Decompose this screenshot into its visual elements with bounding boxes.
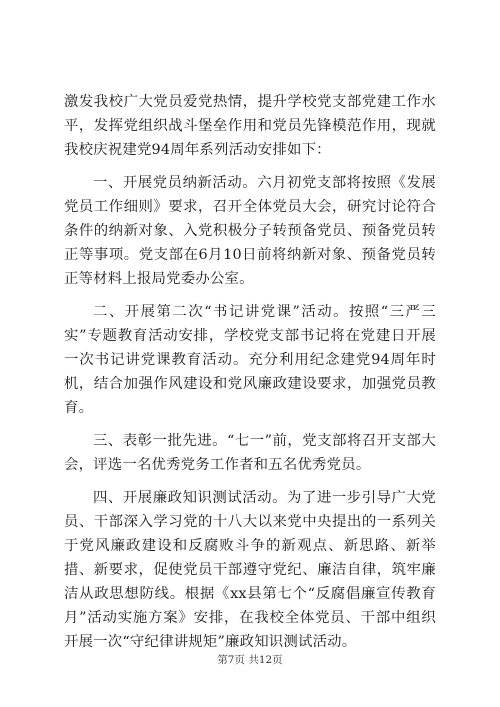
page-number-footer: 第7页 共12页 xyxy=(217,654,283,666)
paragraph-item-4: 四、开展廉政知识测试活动。为了进一步引导广大党员、干部深入学习党的十八大以来党中央提出的一系列关于党风廉政建设和反腐败斗争的新观点、新思路、新举措、新要求，促使党员干部遵守党纪、廉洁自律，筑牢廉洁从政思想防线。根据《xx县第七个“反腐倡廉宣传教育月”活动实施方案》安排，在我校全体党员、干部中组织开展一次“守纪律讲规矩”廉政知识测试活动。 xyxy=(64,490,436,650)
paragraph-item-1: 一、开展党员纳新活动。六月初党支部将按照《发展党员工作细则》要求，召开全体党员大会，研究讨论符合条件的纳新对象、入党积极分子转预备党员、预备党员转正等事项。党支部在6月10日前将纳新对象、预备党员转正等材料上报局党委办公室。 xyxy=(64,175,436,287)
paragraph-item-3: 三、表彰一批先进。“七一”前，党支部将召开支部大会，评选一名优秀党务工作者和五名优秀党员。 xyxy=(64,433,436,473)
document-body xyxy=(64,90,436,654)
paragraph-item-2: 二、开展第二次“书记讲党课”活动。按照“三严三实”专题教育活动安排，学校党支部书记将在党建日开展一次书记讲党课教育活动。充分利用纪念建党94周年时机，结合加强作风建设和党风廉政建设要求，加强党员教育。 xyxy=(64,304,436,416)
paragraph-intro-continuation: 激发我校广大党员爱党热情，提升学校党支部党建工作水平，发挥党组织战斗堡垒作用和党员先锋模范作用，现就我校庆祝建党94周年系列活动安排如下： xyxy=(64,94,436,158)
